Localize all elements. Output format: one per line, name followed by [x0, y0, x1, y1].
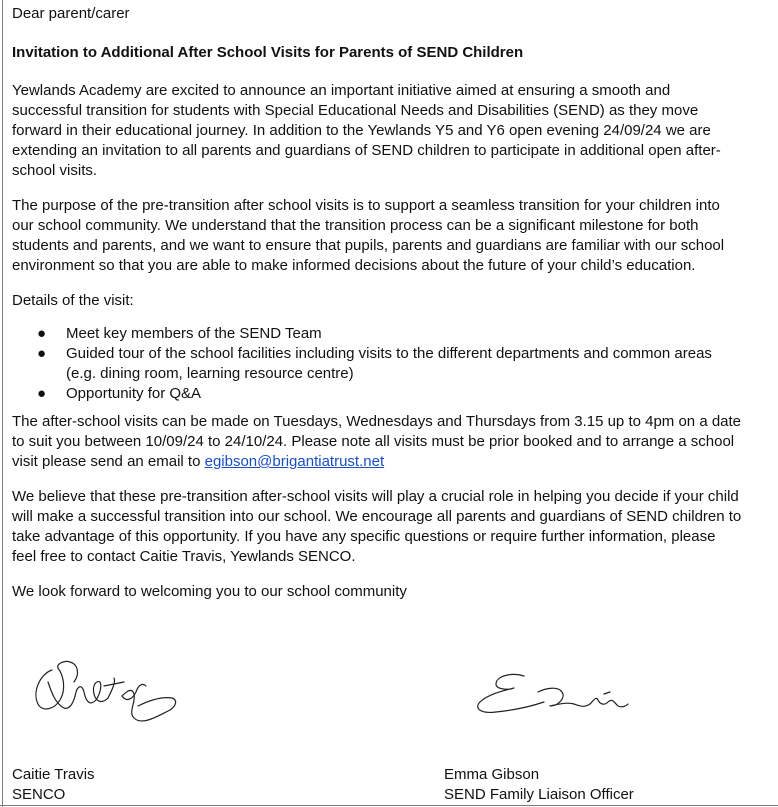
signatory-role: SENCO — [12, 786, 66, 803]
closing-line: We look forward to welcoming you to our school community — [12, 583, 407, 600]
list-item — [12, 344, 742, 384]
email-link[interactable]: egibson@brigantiatrust.net — [204, 453, 385, 470]
signatory-name: Caitie Travis — [12, 766, 95, 783]
bullet-icon: ● — [37, 385, 47, 402]
signatory-emma-gibson — [444, 765, 634, 805]
page-left-border — [2, 0, 3, 807]
letter-body — [12, 4, 742, 602]
signatory-caitie-travis — [12, 765, 95, 805]
paragraph-closing-info: We believe that these pre-transition after-school visits will play a crucial role in helping you decide if your child will make a successful transition into our school. We encourage all parents and guardians of SEND children to take advantage of this opportunity. If you have any specific questions or require further information, please feel free to contact Caitie Travis, Yewlands SENCO. — [12, 488, 742, 565]
page-bottom-border — [0, 805, 778, 806]
list-item — [12, 324, 742, 344]
paragraph-intro: Yewlands Academy are excited to announce an important initiative aimed at ensuring a smooth and successful transition for students with Special Educational Needs and Disabilities (SEND) as they move forward in their educational journey. In addition to the Yewlands Y5 and Y6 open evening 24/09/24 we are extending an invitation to all parents and guardians of SEND children to participate in additional open after-school visits. — [12, 82, 721, 179]
list-item-text: Opportunity for Q&A — [66, 385, 202, 402]
bullet-icon: ● — [37, 325, 47, 342]
list-item-text: Guided tour of the school facilities including visits to the different departments and common areas (e.g. dining room, learning resource centre) — [66, 345, 712, 382]
signatory-name: Emma Gibson — [444, 766, 540, 783]
details-list — [12, 324, 742, 404]
list-item — [12, 384, 742, 404]
letter-heading: Invitation to Additional After School Visits for Parents of SEND Children — [12, 44, 524, 61]
details-label: Details of the visit: — [12, 292, 134, 309]
salutation: Dear parent/carer — [12, 5, 130, 22]
paragraph-purpose: The purpose of the pre-transition after school visits is to support a seamless transition for your children into our school community. We understand that the transition process can be a significant milestone for both students and parents, and we want to ensure that pupils, parents and guardians are familiar with our school environment so that you are able to make informed decisions about the future of your child’s education. — [12, 197, 725, 274]
signatory-role: SEND Family Liaison Officer — [444, 786, 634, 803]
bullet-icon: ● — [37, 345, 47, 362]
paragraph-booking — [12, 412, 742, 472]
list-item-text: Meet key members of the SEND Team — [66, 325, 322, 342]
signature-caitie-travis — [30, 652, 180, 730]
signature-emma-gibson — [466, 666, 634, 722]
booking-text: The after-school visits can be made on Tuesdays, Wednesdays and Thursdays from 3.15 up to 4pm on a date to suit you between 10/09/24 to 24/10/24. Please note all visits must be prior booked and to arrange a school visit please send an email to — [12, 413, 742, 470]
